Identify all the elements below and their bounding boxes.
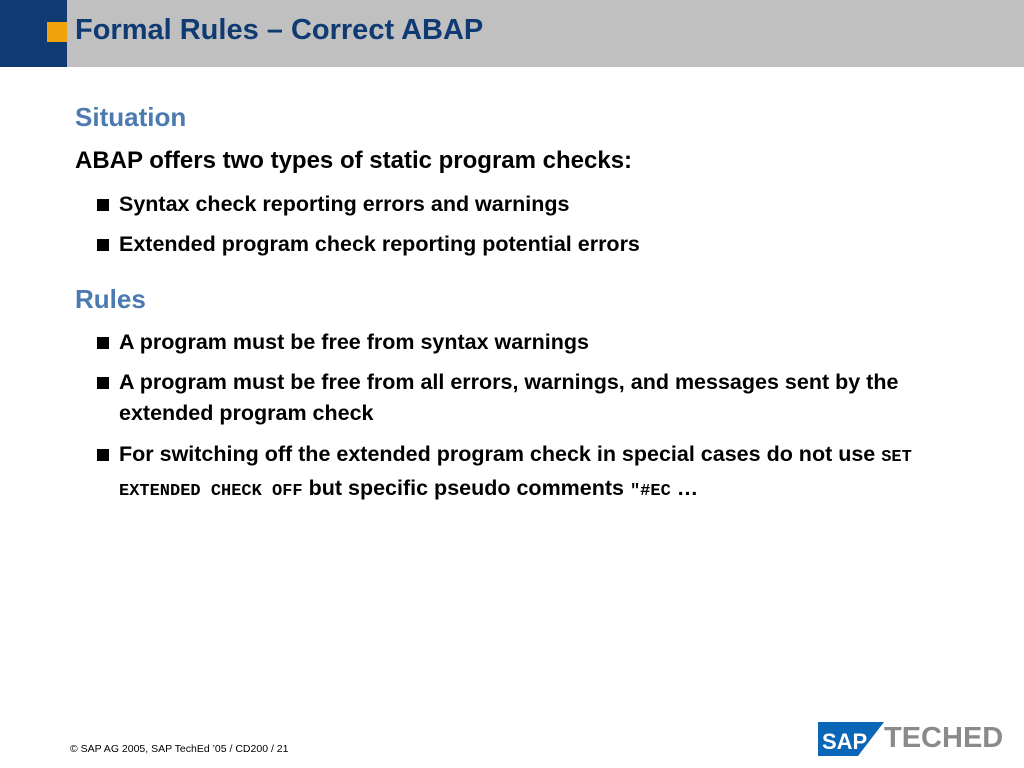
- square-bullet-icon: [97, 199, 109, 211]
- square-bullet-icon: [97, 337, 109, 349]
- code-snippet: "#EC: [629, 482, 671, 501]
- rule-text-part: For switching off the extended program check in special cases do not use: [119, 442, 882, 466]
- rule-text-part: …: [670, 476, 699, 500]
- situation-lead-text: ABAP offers two types of static program checks:: [75, 147, 633, 174]
- teched-logo-text: TECHED: [884, 722, 1004, 754]
- list-item-text: Syntax check reporting errors and warnings: [119, 192, 570, 216]
- list-item: [97, 439, 977, 507]
- section-heading-situation: Situation: [75, 102, 187, 132]
- square-bullet-icon: [97, 377, 109, 389]
- list-item: [97, 367, 917, 429]
- list-item-text: Extended program check reporting potential errors: [119, 232, 640, 256]
- list-item: [97, 229, 977, 260]
- header-accent-square: [47, 22, 67, 42]
- list-item: [97, 189, 977, 220]
- square-bullet-icon: [97, 239, 109, 251]
- rule-text-part: but specific pseudo comments: [302, 476, 630, 500]
- section-heading-rules: Rules: [75, 284, 146, 314]
- sap-logo: [818, 722, 884, 756]
- footer-copyright: © SAP AG 2005, SAP TechEd ’05 / CD200 / 21: [70, 743, 289, 755]
- list-item-text: A program must be free from all errors, warnings, and messages sent by the extended program check: [119, 370, 899, 425]
- square-bullet-icon: [97, 449, 109, 461]
- header-bar: [0, 0, 1024, 67]
- slide-title: Formal Rules – Correct ABAP: [75, 14, 484, 46]
- list-item: [97, 327, 977, 358]
- list-item-text: [119, 439, 977, 507]
- sap-logo-text: SAP: [822, 729, 868, 754]
- code-snippet: SET EXTENDED CHECK OFF: [119, 448, 912, 501]
- list-item-text: A program must be free from syntax warnings: [119, 330, 589, 354]
